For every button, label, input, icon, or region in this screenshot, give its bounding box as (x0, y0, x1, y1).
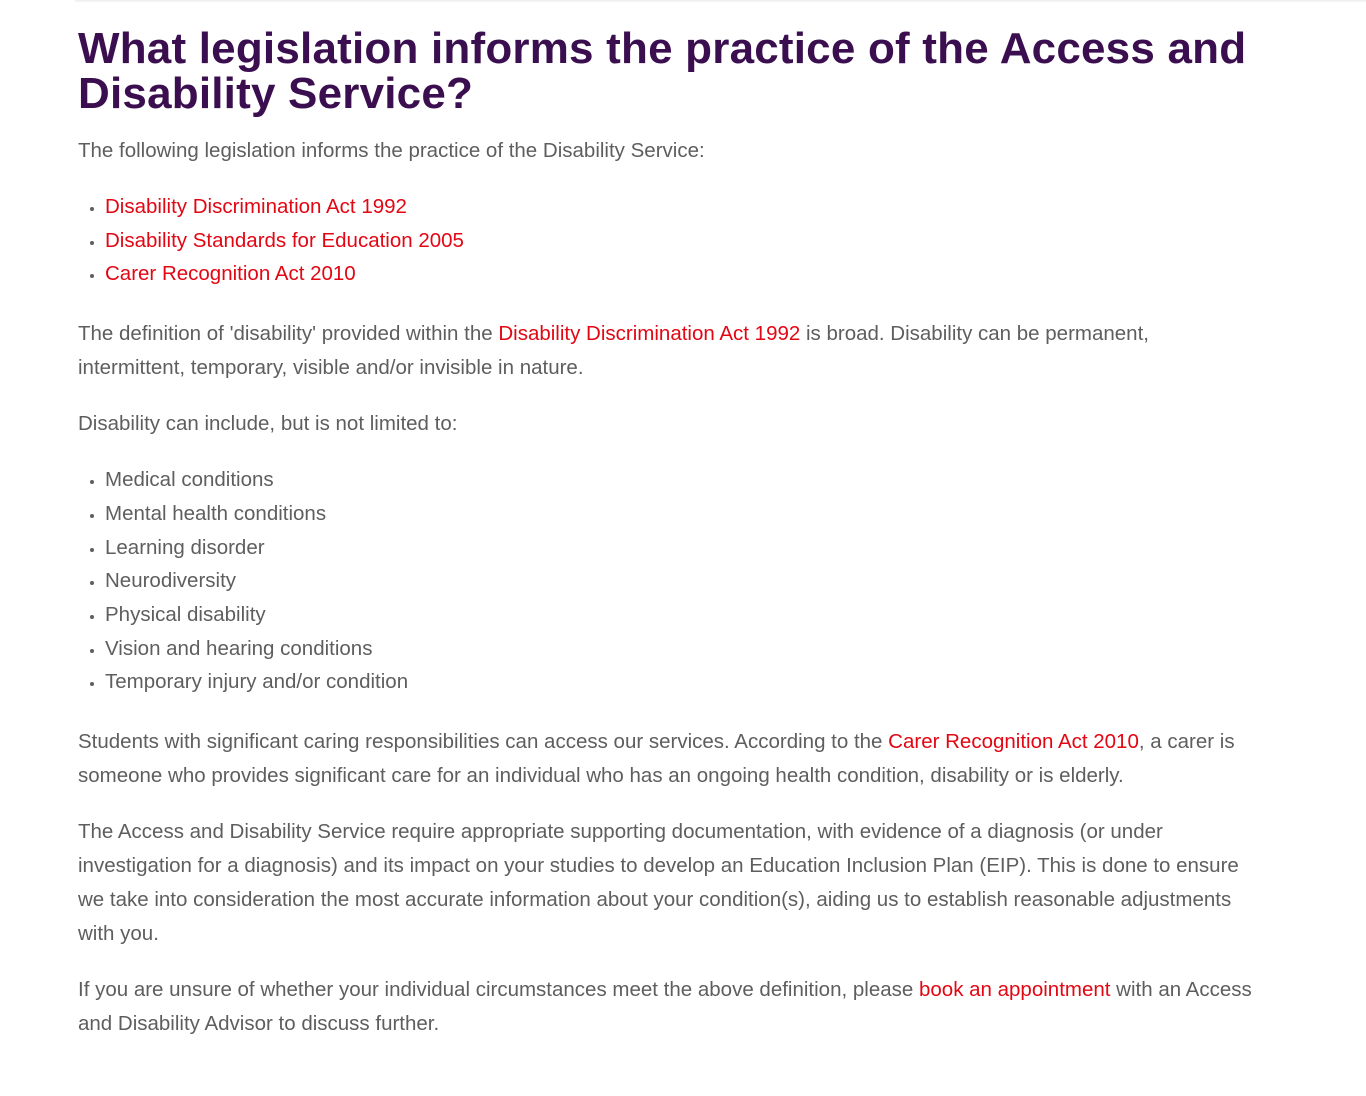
book-appointment-link[interactable]: book an appointment (918, 978, 1111, 1002)
conditions-list (78, 463, 1258, 699)
article-content (78, 26, 1258, 1063)
documentation-paragraph: The Access and Disability Service require appropriate supporting documentation, with evidence of a diagnosis (or under investigation for a diagnosis) and its impact on your studies to develop an Education Inclusion Plan (EIP). This is done to ensure we take into consideration the most accurate information about your condition(s), aiding us to establish reasonable adjustments with you. (78, 820, 1239, 946)
link-disability-discrimination-act[interactable]: Disability Discrimination Act 1992 (105, 195, 407, 218)
link-disability-standards-education[interactable]: Disability Standards for Education 2005 (105, 228, 464, 252)
list-item: • Physical disability (105, 598, 1258, 632)
top-divider (75, 0, 1366, 3)
carers-paragraph (78, 725, 1258, 793)
list-item: • Vision and hearing conditions (105, 632, 1258, 666)
list-item: • Mental health conditions (105, 497, 1258, 531)
definition-paragraph (78, 317, 1258, 385)
list-item: • Temporary injury and/or condition (105, 665, 1258, 699)
intro-text: The following legislation informs the practice of the Disability Service: (78, 139, 705, 162)
link-disability-discrimination-act-inline[interactable]: Disability Discrimination Act 1992 (498, 322, 801, 346)
text: If you are unsure of whether your individual circumstances meet the above definition, please (78, 978, 919, 1002)
list-item: • Neurodiversity (105, 564, 1258, 598)
text: with an Access and Disability Advisor to discuss further. (78, 978, 1252, 1036)
include-intro: Disability can include, but is not limited to: (78, 412, 458, 436)
list-item: • Learning disorder (105, 531, 1258, 565)
link-carer-recognition-act-inline[interactable]: Carer Recognition Act 2010 (888, 730, 1139, 754)
text: is broad. Disability can be permanent, intermittent, temporary, visible and/or invisible in nature. (78, 322, 1149, 380)
list-item: • Medical conditions (105, 463, 1258, 497)
closing-paragraph (78, 973, 1258, 1041)
list-item (105, 190, 1258, 224)
legislation-list (78, 190, 1258, 291)
list-item (105, 224, 1258, 258)
text: Students with significant caring responsibilities can access our services. According to the (78, 730, 889, 754)
text: , a carer is someone who provides significant care for an individual who has an ongoing health condition, disability or is elderly. (78, 730, 1235, 788)
list-item (105, 257, 1258, 291)
link-carer-recognition-act[interactable]: Carer Recognition Act 2010 (105, 262, 356, 286)
text: The definition of 'disability' provided within the (78, 322, 499, 346)
page-title: What legislation informs the practice of the Access and Disability Service? (78, 24, 1247, 118)
